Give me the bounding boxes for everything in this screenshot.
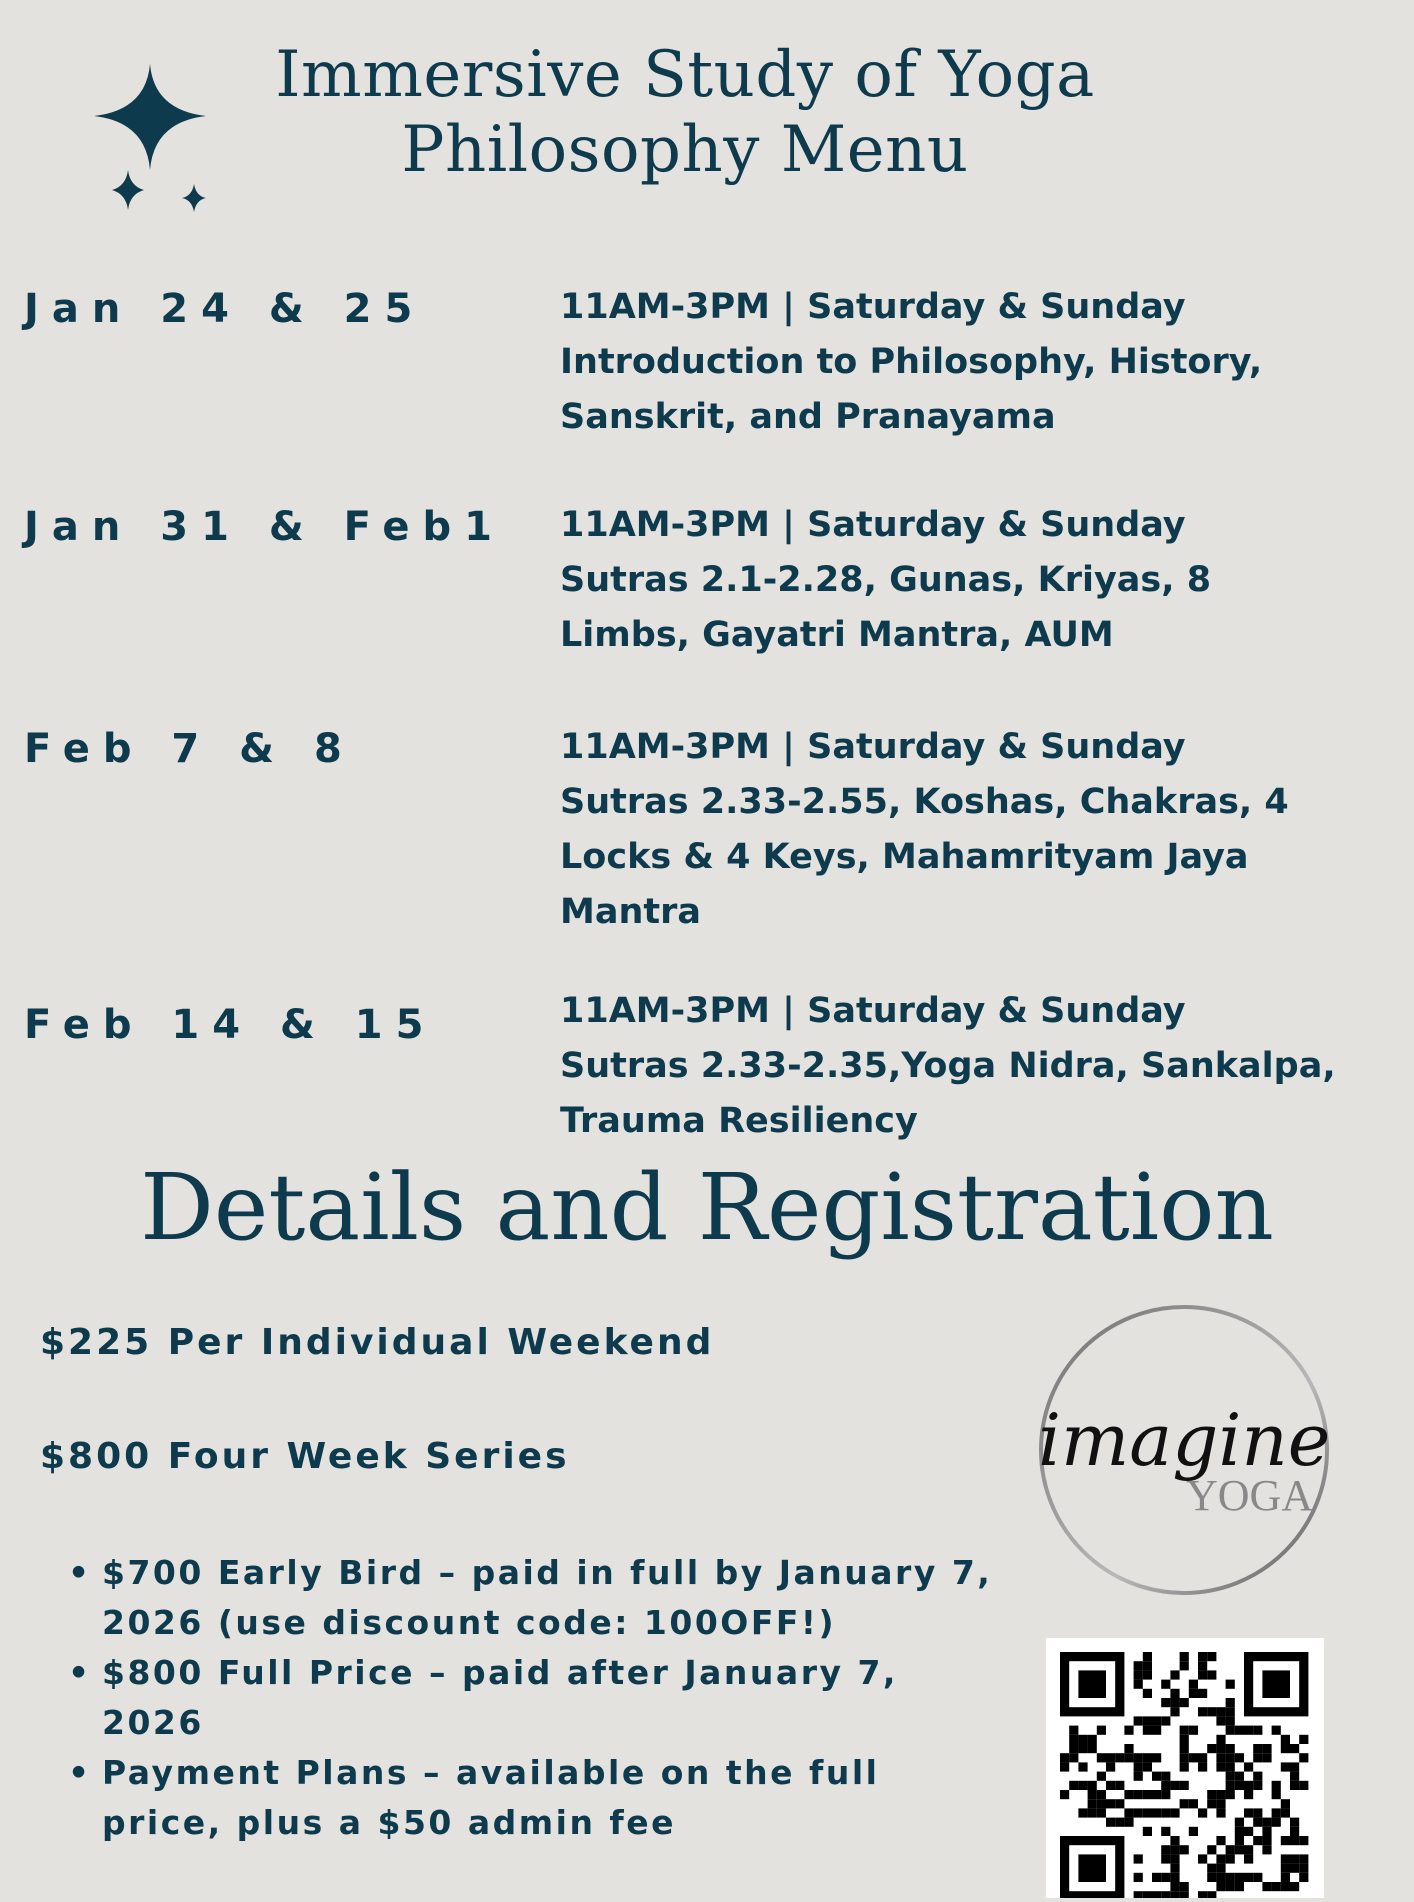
- page-title: [200, 38, 1170, 188]
- session-time: 11AM-3PM | Saturday & Sunday: [560, 991, 1186, 1031]
- session-date: Feb 7 & 8: [24, 726, 355, 772]
- session-topic-line: Locks & 4 Keys, Mahamrityam Jaya: [560, 837, 1249, 877]
- imagine-yoga-logo: [1034, 1300, 1334, 1600]
- session-topic-line: Sanskrit, and Pranayama: [560, 397, 1056, 437]
- session-description: [560, 984, 1360, 1149]
- session-time: 11AM-3PM | Saturday & Sunday: [560, 727, 1186, 767]
- title-line-2: Philosophy Menu: [401, 113, 969, 187]
- session-topic-line: Limbs, Gayatri Mantra, AUM: [560, 615, 1114, 655]
- list-item: • Payment Plans – available on the full price, plus a $50 admin fee: [62, 1748, 962, 1848]
- session-description: [560, 280, 1360, 445]
- session-topic-line: Sutras 2.33-2.35,Yoga Nidra, Sankalpa,: [560, 1046, 1336, 1086]
- svg-text:YOGA: YOGA: [1186, 1471, 1314, 1520]
- session-description: [560, 720, 1360, 940]
- svg-text:imagine: imagine: [1038, 1398, 1331, 1482]
- list-item: • $800 Full Price – paid after January 7, 2026: [62, 1648, 962, 1748]
- session-date: Jan 31 & Feb1: [24, 504, 505, 550]
- price-weekend: $225 Per Individual Weekend: [40, 1322, 715, 1363]
- price-series: $800 Four Week Series: [40, 1436, 570, 1477]
- list-item: • $700 Early Bird – paid in full by January 7, 2026 (use discount code: 100OFF!): [62, 1548, 962, 1648]
- session-topic-line: Introduction to Philosophy, History,: [560, 342, 1263, 382]
- session-topic-line: Sutras 2.1-2.28, Gunas, Kriyas, 8: [560, 560, 1212, 600]
- session-topic-line: Trauma Resiliency: [560, 1101, 918, 1141]
- sparkle-stars-icon: [88, 60, 218, 215]
- session-date: Feb 14 & 15: [24, 1002, 437, 1048]
- registration-heading: Details and Registration: [140, 1154, 1274, 1261]
- title-line-1: Immersive Study of Yoga: [275, 38, 1095, 112]
- session-date: Jan 24 & 25: [24, 286, 426, 332]
- qr-code[interactable]: [1046, 1638, 1324, 1898]
- session-topic-line: Sutras 2.33-2.55, Koshas, Chakras, 4: [560, 782, 1289, 822]
- qr-code-icon: [1046, 1638, 1324, 1898]
- session-time: 11AM-3PM | Saturday & Sunday: [560, 287, 1186, 327]
- session-topic-line: Mantra: [560, 892, 701, 932]
- pricing-options-list: [62, 1548, 993, 1848]
- session-description: [560, 498, 1360, 663]
- session-time: 11AM-3PM | Saturday & Sunday: [560, 505, 1186, 545]
